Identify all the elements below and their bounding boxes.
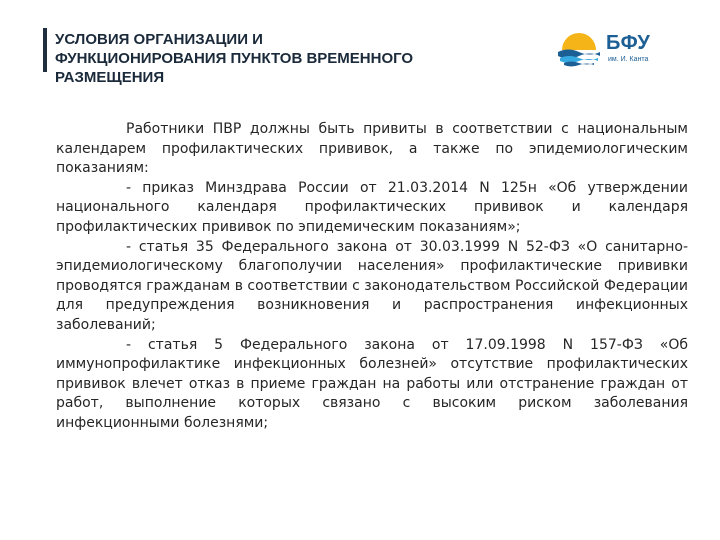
paragraph-intro: Работники ПВР должны быть привиты в соответствии с национальным календарем профилактических прививок, а также по эпидемиологическим показаниям: <box>56 121 688 177</box>
paragraph-law-157fz: - статья 5 Федерального закона от 17.09.1998 N 157-ФЗ «Об иммунопрофилактике инфекционных болезней» отсутствие профилактических прививок влечет отказ в приеме граждан на работы или отстранение граждан от работ, выполнение которых связано с высоким риском заболевания инфекционными болезнями; <box>56 336 688 431</box>
paragraph-law-52fz: - статья 35 Федерального закона от 30.03.1999 N 52-ФЗ «О санитарно-эпидемиологическому благополучии населения» профилактические прививки проводятся гражданам в соответствии с законодательством Российской Федерации для предупреждения возникновения и распространения инфекционных заболеваний; <box>56 238 688 333</box>
logo-name: БФУ <box>606 32 651 54</box>
paragraph-order-125n: - приказ Минздрава России от 21.03.2014 N 125н «Об утверждении национального календаря профилактических прививок и календаря профилактических прививок по эпидемическим показаниям»; <box>56 179 688 235</box>
logo-subtitle: им. И. Канта <box>608 56 649 63</box>
title-accent-bar <box>43 28 47 72</box>
title-line-1: УСЛОВИЯ ОРГАНИЗАЦИИ И <box>55 31 263 48</box>
page-title <box>55 30 515 87</box>
title-line-3: РАЗМЕЩЕНИЯ <box>55 69 165 86</box>
sun-wave-emblem-icon <box>556 30 602 70</box>
body-text <box>56 120 688 434</box>
title-line-2: ФУНКЦИОНИРОВАНИЯ ПУНКТОВ ВРЕМЕННОГО <box>55 50 414 67</box>
university-logo <box>556 26 686 76</box>
